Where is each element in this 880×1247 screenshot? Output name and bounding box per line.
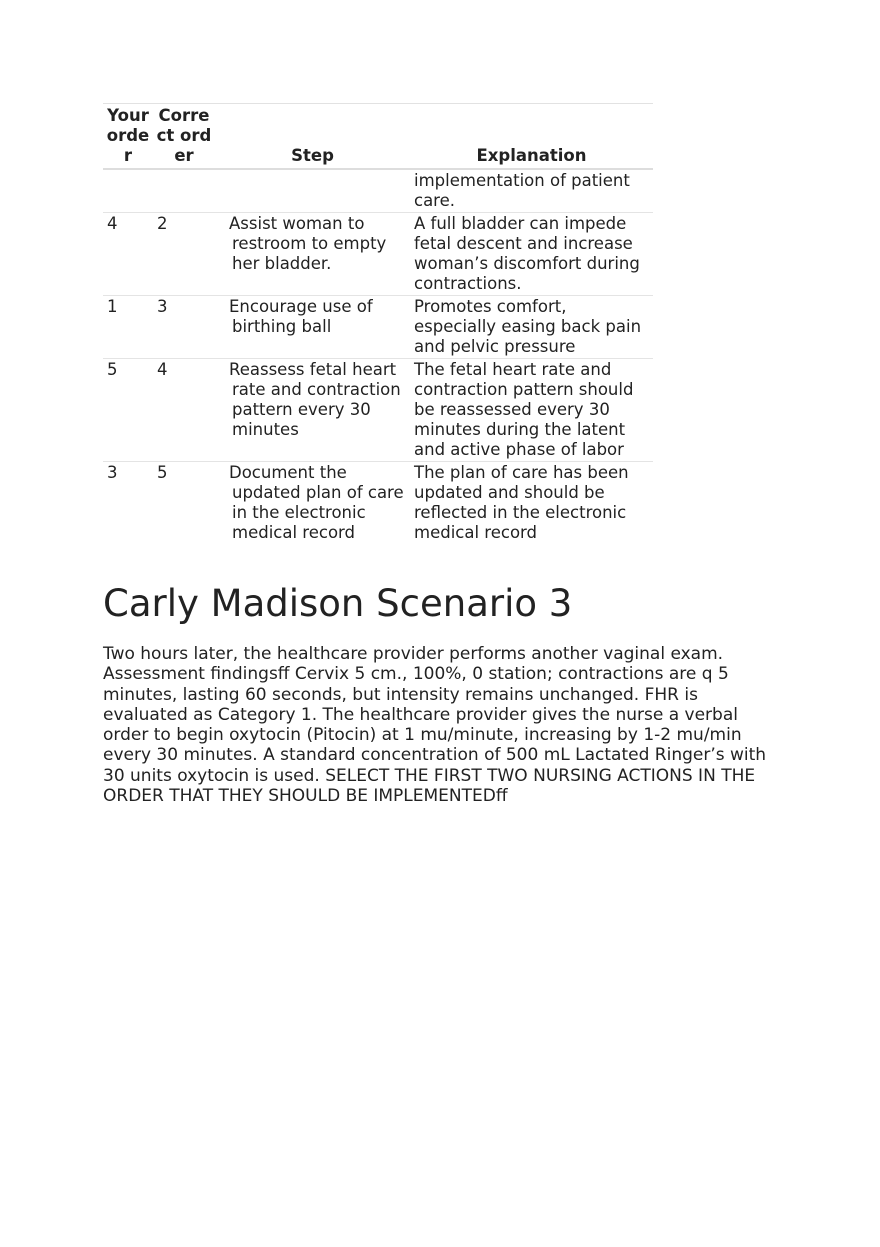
step-text: Document the updated plan of care in the electronic medical record <box>229 463 404 542</box>
cell-step <box>215 213 410 296</box>
table-row <box>103 359 653 462</box>
cell-your-order: 4 <box>107 214 118 233</box>
cell-step <box>215 169 410 213</box>
cell-correct-order: 5 <box>157 463 168 482</box>
header-step: Step <box>291 146 334 165</box>
cell-explanation: The fetal heart rate and contraction pattern should be reassessed every 30 minutes during the latent and active phase of labor <box>414 360 634 459</box>
cell-correct-order: 3 <box>157 297 168 316</box>
cell-correct-order <box>153 169 215 213</box>
table-row <box>103 213 653 296</box>
table-row <box>103 462 653 545</box>
order-comparison-table <box>103 103 653 544</box>
cell-explanation: implementation of patient care. <box>414 171 630 210</box>
cell-explanation: Promotes comfort, especially easing back pain and pelvic pressure <box>414 297 642 356</box>
scenario-body-text: Two hours later, the healthcare provider performs another vaginal exam. Assessment findingsff Cervix 5 cm., 100%, 0 station; contractions are q 5 minutes, lasting 60 seconds, but intensity remains unchanged. FHR is evaluated as Category 1. The healthcare provider gives the nurse a verbal order to begin oxytocin (Pitocin) at 1 mu/minute, increasing by 1-2 mu/min every 30 minutes. A standard concentration of 500 mL Lactated Ringer’s with 30 units oxytocin is used. SELECT THE FIRST TWO NURSING ACTIONS IN THE ORDER THAT THEY SHOULD BE IMPLEMENTEDff <box>103 644 767 807</box>
cell-your-order <box>103 169 153 213</box>
cell-step <box>215 462 410 545</box>
cell-your-order: 3 <box>107 463 118 482</box>
cell-correct-order: 2 <box>157 214 168 233</box>
header-correct-order: Correct order <box>156 106 212 165</box>
cell-step <box>215 296 410 359</box>
cell-your-order: 5 <box>107 360 118 379</box>
step-text: Encourage use of birthing ball <box>229 297 373 336</box>
header-your-order: Your order <box>106 106 150 165</box>
cell-correct-order: 4 <box>157 360 168 379</box>
cell-step <box>215 359 410 462</box>
step-text: Reassess fetal heart rate and contraction pattern every 30 minutes <box>229 360 401 439</box>
step-text: Assist woman to restroom to empty her bladder. <box>229 214 387 273</box>
scenario-title: Carly Madison Scenario 3 <box>103 582 573 625</box>
cell-your-order: 1 <box>107 297 118 316</box>
table-header-row <box>103 104 653 170</box>
cell-explanation: A full bladder can impede fetal descent and increase woman’s discomfort during contractions. <box>414 214 640 293</box>
header-explanation: Explanation <box>476 146 587 165</box>
cell-explanation: The plan of care has been updated and should be reflected in the electronic medical record <box>414 463 629 542</box>
table-row-continuation <box>103 169 653 213</box>
table-row <box>103 296 653 359</box>
